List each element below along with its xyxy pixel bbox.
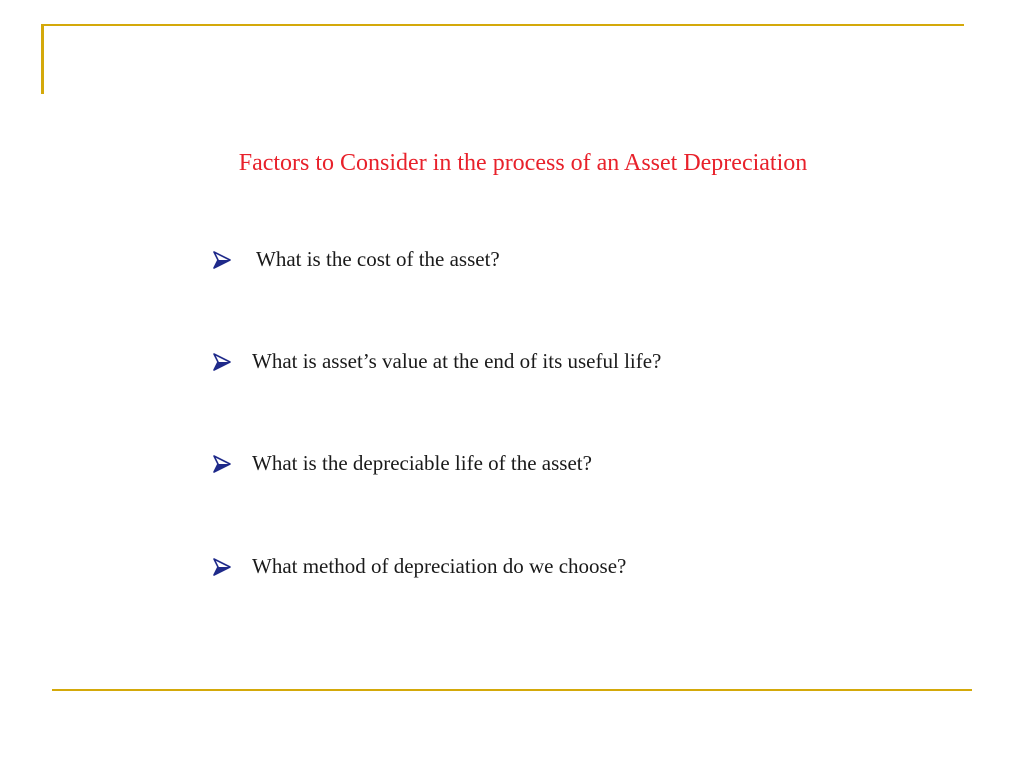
bullet-item <box>212 554 626 579</box>
left-border-line <box>41 24 44 94</box>
bullet-text: What method of depreciation do we choose? <box>252 554 627 578</box>
top-border-line <box>42 24 964 26</box>
slide-title: Factors to Consider in the process of an Asset Depreciation <box>238 150 808 176</box>
bullet-item <box>212 349 661 374</box>
arrowhead-bullet-icon <box>212 352 232 372</box>
bullet-text: What is the cost of the asset? <box>256 247 500 271</box>
bullet-text: What is asset’s value at the end of its useful life? <box>252 349 662 373</box>
bullet-item <box>212 247 500 272</box>
arrowhead-bullet-icon <box>212 557 232 577</box>
arrowhead-bullet-icon <box>212 250 232 270</box>
bullet-item <box>212 451 592 476</box>
arrowhead-bullet-icon <box>212 454 232 474</box>
bullet-text: What is the depreciable life of the asset? <box>252 451 592 475</box>
bottom-border-line <box>52 689 972 691</box>
